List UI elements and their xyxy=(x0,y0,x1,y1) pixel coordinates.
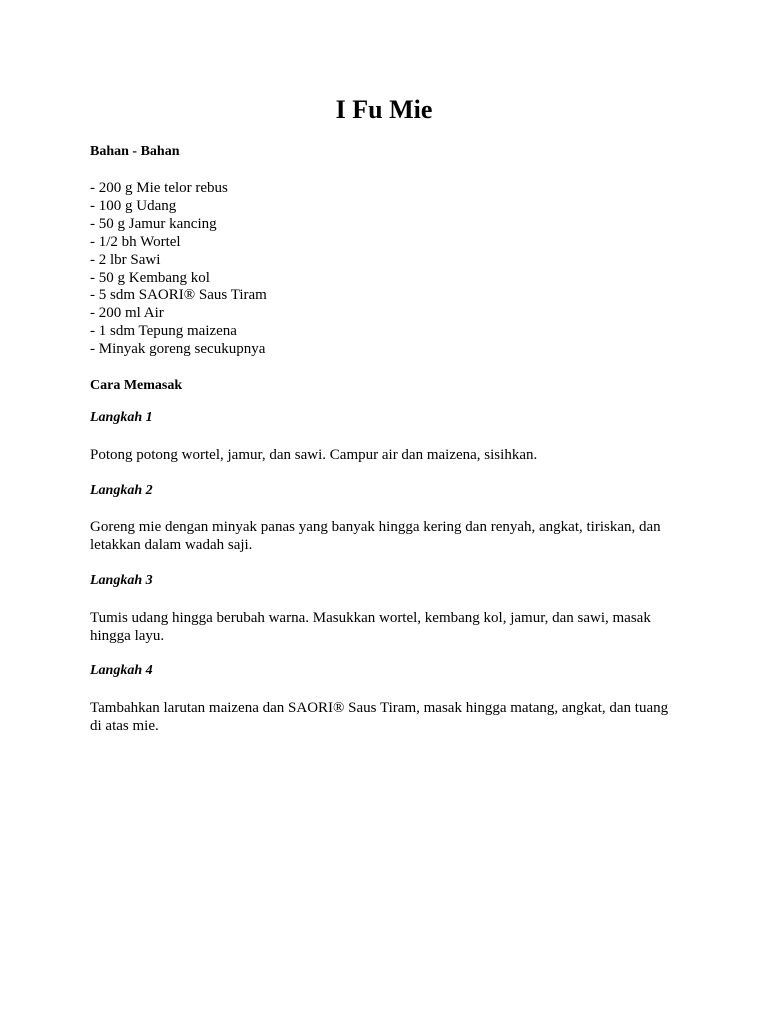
page-title: I Fu Mie xyxy=(335,95,433,124)
ingredient-item: - 100 g Udang xyxy=(90,197,177,214)
ingredient-item: - 1 sdm Tepung maizena xyxy=(90,323,237,340)
ingredient-item: - 5 sdm SAORI® Saus Tiram xyxy=(90,287,267,304)
ingredients-list xyxy=(90,180,267,359)
step-4-heading: Langkah 4 xyxy=(90,663,153,678)
ingredient-item: - Minyak goreng secukupnya xyxy=(90,341,266,358)
step-1-text: Potong potong wortel, jamur, dan sawi. Campur air dan maizena, sisihkan. xyxy=(90,447,538,463)
method-heading: Cara Memasak xyxy=(90,378,183,393)
ingredients-heading: Bahan - Bahan xyxy=(90,144,180,159)
step-2-text: Goreng mie dengan minyak panas yang banyak hingga kering dan renyah, angkat, tiriskan, dan letakkan dalam wadah saji. xyxy=(90,519,661,553)
ingredient-item: - 2 lbr Sawi xyxy=(90,251,161,268)
ingredient-item: - 200 g Mie telor rebus xyxy=(90,180,228,196)
step-4-text: Tambahkan larutan maizena dan SAORI® Saus Tiram, masak hingga matang, angkat, dan tuang di atas mie. xyxy=(90,700,669,734)
ingredient-item: - 200 ml Air xyxy=(90,305,164,322)
step-3-heading: Langkah 3 xyxy=(90,573,153,588)
step-2-heading: Langkah 2 xyxy=(90,483,153,498)
ingredient-item: - 50 g Jamur kancing xyxy=(90,215,217,232)
step-3-text: Tumis udang hingga berubah warna. Masukkan wortel, kembang kol, jamur, dan sawi, masak hingga layu. xyxy=(90,610,651,644)
ingredient-item: - 50 g Kembang kol xyxy=(90,269,210,286)
step-1-heading: Langkah 1 xyxy=(90,410,153,425)
ingredient-item: - 1/2 bh Wortel xyxy=(90,233,181,250)
